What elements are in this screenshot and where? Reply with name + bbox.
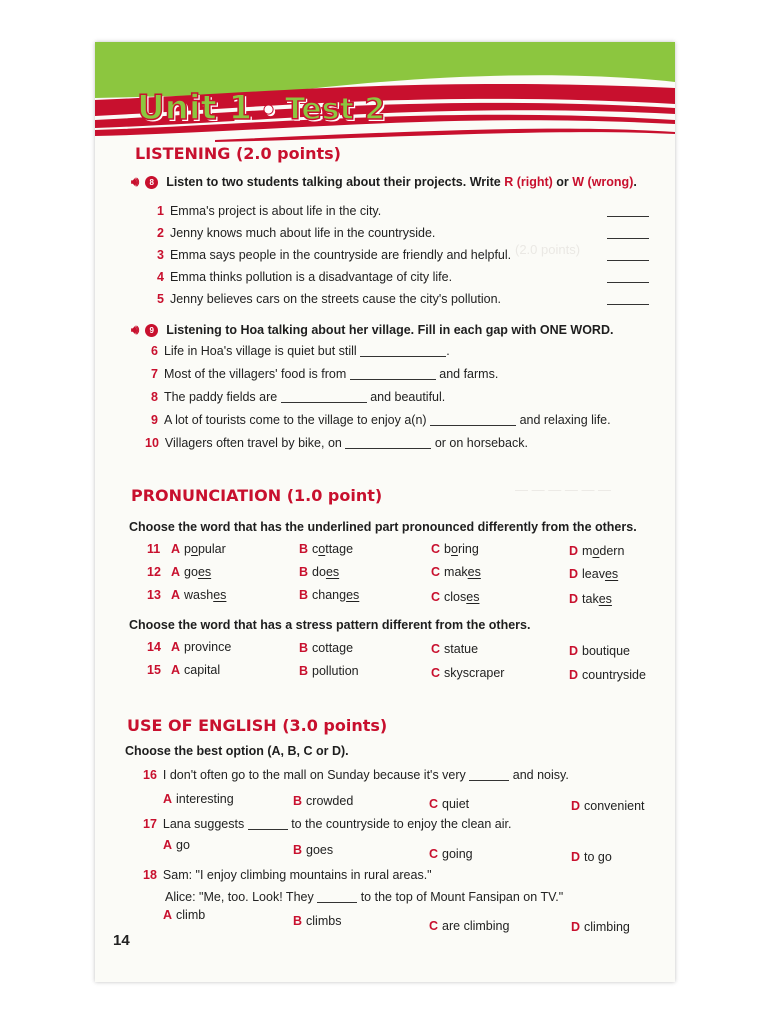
gap-17[interactable] [248,829,288,830]
option-17-d[interactable]: D to go [571,850,612,864]
option-16-d[interactable]: D convenient [571,799,645,813]
option-18-a[interactable]: A climb [163,908,206,922]
option-11-c[interactable]: C boring [431,542,479,556]
question-18-line-1: 18 Sam: "I enjoy climbing mountains in rural areas." [143,868,432,882]
question-16: 16 I don't often go to the mall on Sunday because it's very and noisy. [143,768,569,782]
pronunciation-instruction-2: Choose the word that has a stress pattern different from the others. [129,618,531,632]
gap-7[interactable] [350,379,436,380]
option-16-b[interactable]: B crowded [293,794,354,808]
option-16-c[interactable]: C quiet [429,797,470,811]
question-9: 9 A lot of tourists come to the village to enjoy a(n) and relaxing life. [151,413,611,427]
question-17: 17 Lana suggests to the countryside to enjoy the clean air. [143,817,512,831]
question-5: 5 Jenny believes cars on the streets cause the city's pollution. [157,292,501,306]
gap-10[interactable] [345,448,431,449]
track-badge: 9 [145,324,158,337]
question-6: 6 Life in Hoa's village is quiet but still . [151,344,450,358]
option-15-c[interactable]: C skyscraper [431,666,505,680]
option-12-c[interactable]: C makes [431,565,481,579]
option-14-c[interactable]: C statue [431,642,479,656]
option-18-c[interactable]: C are climbing [429,919,510,933]
unit-title [137,88,385,128]
english-instruction: Choose the best option (A, B, C or D). [125,744,349,758]
question-1: 1 Emma's project is about life in the city. [157,204,382,218]
option-13-b[interactable]: B changes [299,588,360,602]
answer-line-1[interactable] [607,216,649,217]
option-15-b[interactable]: B pollution [299,664,359,678]
gap-8[interactable] [281,402,367,403]
pronunciation-instruction-1: Choose the word that has the underlined part pronounced differently from the others. [129,520,637,534]
question-2: 2 Jenny knows much about life in the countryside. [157,226,436,240]
question-8: 8 The paddy fields are and beautiful. [151,390,446,404]
pronunciation-heading: PRONUNCIATION (1.0 point) [131,486,383,505]
option-11-d[interactable]: D modern [569,544,625,558]
option-18-b[interactable]: B climbs [293,914,342,928]
option-15-d[interactable]: D countryside [569,668,646,682]
option-15-a[interactable]: A capital [171,663,221,677]
listening-heading: LISTENING (2.0 points) [135,144,341,163]
speaker-icon[interactable]: 🔊︎ [131,174,140,189]
speaker-icon[interactable]: 🔊︎ [131,322,140,337]
question-15-number: 15 [147,663,161,677]
option-11-a[interactable]: A popular [171,542,226,556]
option-17-b[interactable]: B goes [293,843,334,857]
gap-6[interactable] [360,356,446,357]
option-14-b[interactable]: B cottage [299,641,354,655]
option-12-a[interactable]: A goes [171,565,212,579]
listening-instruction-2: 🔊︎ 9 Listening to Hoa talking about her village. Fill in each gap with ONE WORD. [131,322,614,337]
track-badge: 8 [145,176,158,189]
option-14-d[interactable]: D boutique [569,644,630,658]
page-number: 14 [113,932,130,949]
option-13-c[interactable]: C closes [431,590,480,604]
gap-9[interactable] [430,425,516,426]
question-13-number: 13 [147,588,161,602]
listening-instruction-1: 🔊︎ 8 Listen to two students talking about their projects. Write R (right) or W (wrong). [131,174,637,189]
option-12-d[interactable]: D leaves [569,567,619,581]
gap-16[interactable] [469,780,509,781]
answer-line-2[interactable] [607,238,649,239]
question-7: 7 Most of the villagers' food is from and farms. [151,367,499,381]
gap-18[interactable] [317,902,357,903]
question-4: 4 Emma thinks pollution is a disadvantage of city life. [157,270,453,284]
title-separator: • [260,96,277,126]
test-label: Test 2 [284,92,386,127]
workbook-page: Unit 1 • Test 2 (2.0 points) — — — — — — LISTENING (2.0 points) 🔊︎ 8 Listen to two students talking about their projects. Write R (right) or W (wrong). 1 Emma's project is about life in the city. 2 Jenny knows much about life in the countryside. 3 Emma says people in the countryside are friendly and helpful. 4 Emma thinks pollution is a disadvantage of city life. 5 Jenny believes cars on the streets cause the city's pollution. 🔊︎ 9 Listening to Hoa talking about her village. Fill in each gap with ONE WORD. 6 Life in Hoa's village is quiet but still . 7 Most of the villagers' food is from and farms. 8 The paddy fields are and beautiful. 9 A lot of tourists come to the village to enjoy a(n) and relaxing life. 10 Villagers often travel by bike, on or on horseback. PRONUNCIATION (1.0 point) Choose the word that has the underlined part pronounced differently from the others. 11 A popular B cottage C boring D modern 12 A goes B does C makes D leaves 13 A washes B changes C closes D takes Choose the word that has a stress pattern different from the others. 14 A province B cottage C statue D boutique 15 A capital B pollution C skyscraper D countryside USE OF ENGLISH (3.0 points) Choose the best option (A, B, C or D). 16 I don't often go to the mall on Sunday because it's very and noisy. A interesting B crowded C quiet D convenient 17 Lana suggests to the countryside to enjoy the clean air. A go B goes C going D to go 18 Sam: "I enjoy climbing mountains in rural areas." Alice: "Me, too. Look! They to the top of Mount Fansipan on TV." A climb B climbs C are climbing D climbing 14 [95,42,675,982]
unit-label: Unit 1 [137,88,253,128]
question-10: 10 Villagers often travel by bike, on or on horseback. [145,436,528,450]
option-13-a[interactable]: A washes [171,588,227,602]
answer-line-4[interactable] [607,282,649,283]
answer-line-3[interactable] [607,260,649,261]
use-of-english-heading: USE OF ENGLISH (3.0 points) [127,716,388,735]
question-3: 3 Emma says people in the countryside are friendly and helpful. [157,248,512,262]
option-16-a[interactable]: A interesting [163,792,234,806]
question-12-number: 12 [147,565,161,579]
option-11-b[interactable]: B cottage [299,542,354,556]
question-14-number: 14 [147,640,161,654]
option-12-b[interactable]: B does [299,565,340,579]
question-18-line-2: Alice: "Me, too. Look! They to the top of Mount Fansipan on TV." [165,890,564,904]
answer-line-5[interactable] [607,304,649,305]
option-13-d[interactable]: D takes [569,592,612,606]
question-11-number: 11 [147,542,161,556]
option-17-c[interactable]: C going [429,847,473,861]
option-18-d[interactable]: D climbing [571,920,630,934]
option-14-a[interactable]: A province [171,640,232,654]
option-17-a[interactable]: A go [163,838,190,852]
